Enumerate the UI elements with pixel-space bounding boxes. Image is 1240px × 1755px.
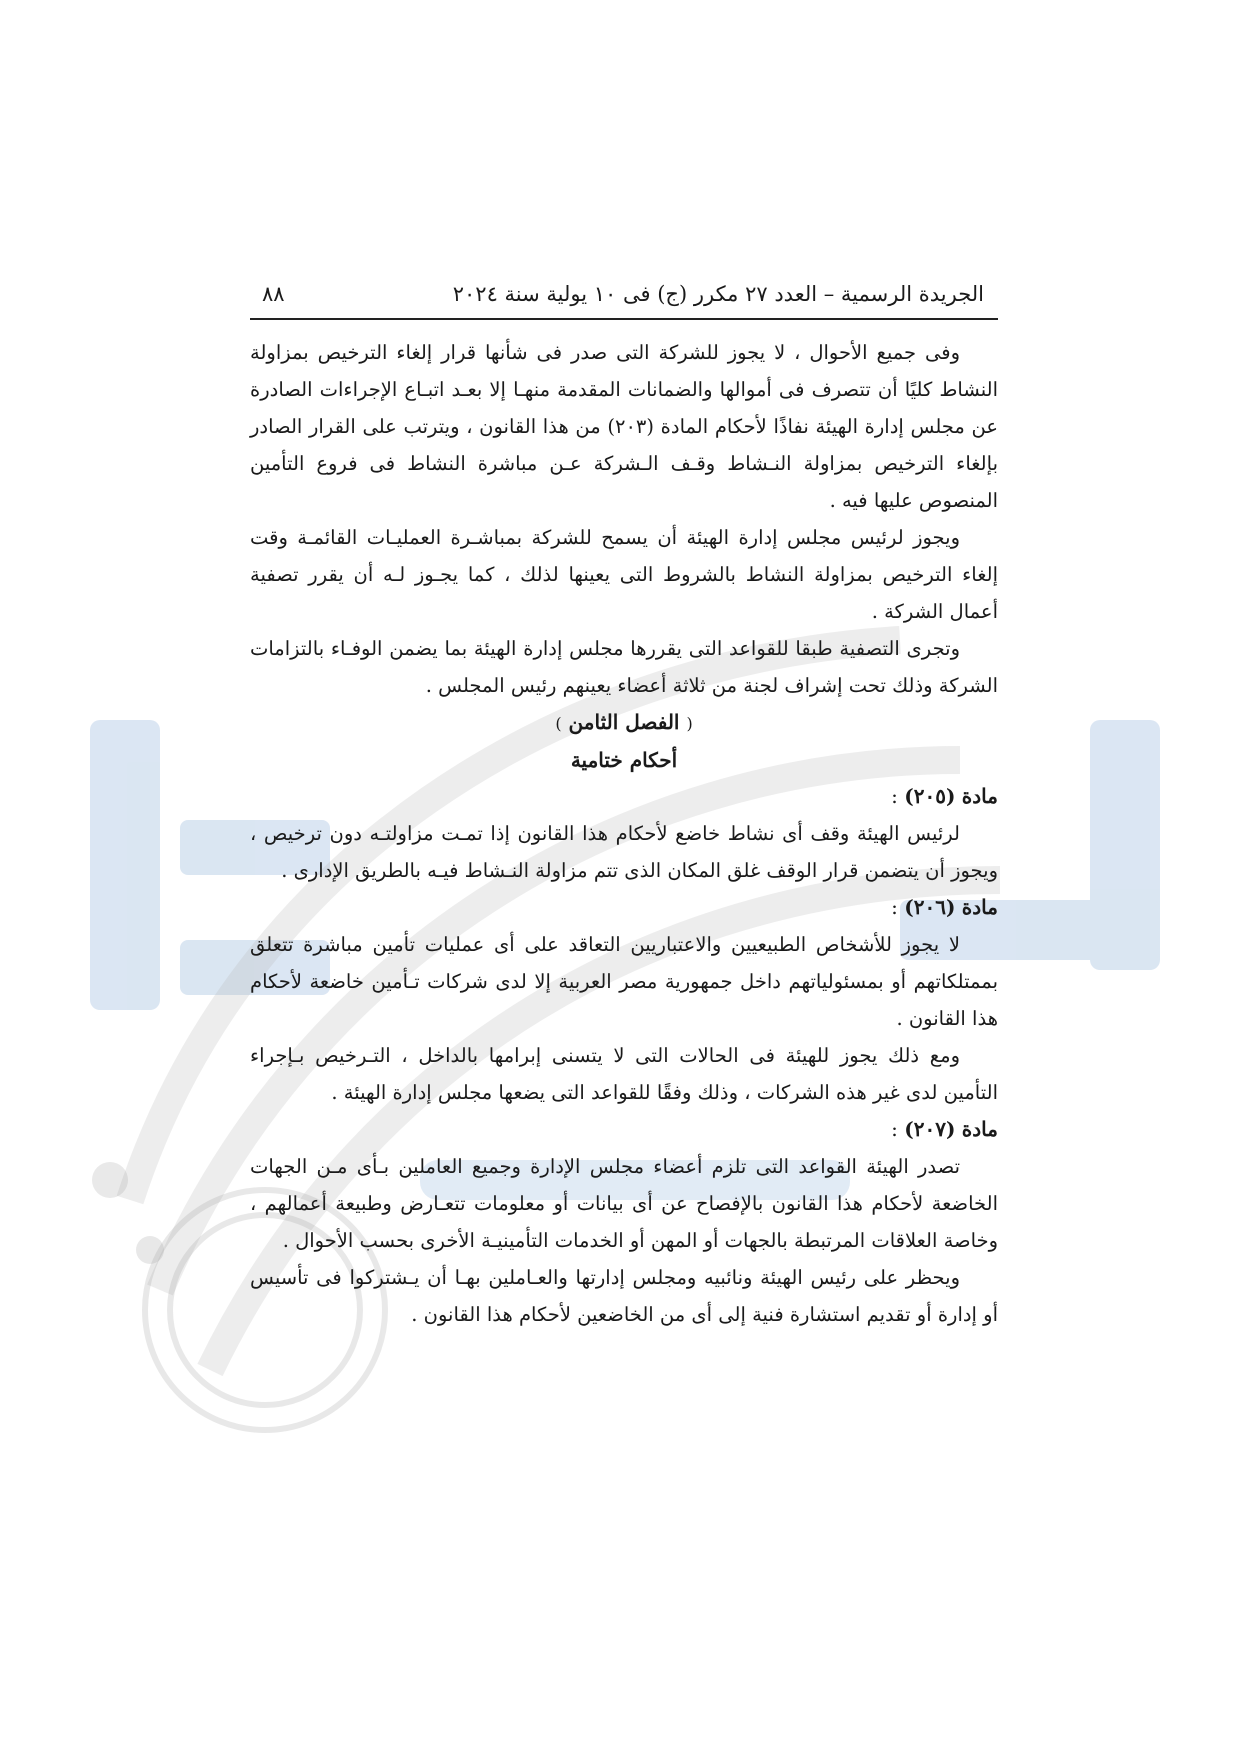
chapter-title — [250, 704, 998, 742]
chapter-paren-close: ) — [555, 714, 562, 733]
article-word: مادة — [961, 895, 998, 919]
publication-title: الجريدة الرسمية – العدد ٢٧ مكرر (ج) فى ١٠ يولية سنة ٢٠٢٤ — [452, 282, 984, 306]
article-heading-207 — [250, 1111, 998, 1148]
chapter-subtitle: أحكام ختامية — [570, 748, 678, 772]
article-number: (٢٠٥) — [904, 784, 956, 808]
paragraph: وفى جميع الأحوال ، لا يجوز للشركة التى صدر فى شأنها قرار إلغاء الترخيص بمزاولة النشاط كليًا أن تتصرف فى أموالها والضمانات المقدمة منهـا إلا بعـد اتبـاع الإجراءات الصادرة عن مجلس إدارة الهيئة نفاذًا لأحكام المادة (٢٠٣) من هذا القانون ، ويترتب على القرار الصادر بإلغاء الترخيص بمزاولة النـشاط وقـف الـشركة عـن مباشرة النشاط فى فروع التأمين المنصوص عليها فيه . — [250, 341, 998, 512]
article-number: (٢٠٧) — [904, 1117, 956, 1141]
chapter-title-text: الفصل الثامن — [568, 710, 680, 734]
page-number: ٨٨ — [262, 282, 285, 306]
article-colon: : — [891, 1117, 898, 1141]
article-word: مادة — [961, 1117, 998, 1141]
article-colon: : — [891, 895, 898, 919]
article-word: مادة — [961, 784, 998, 808]
paragraph: ومع ذلك يجوز للهيئة فى الحالات التى لا يتسنى إبرامها بالداخل ، التـرخيص بـإجراء التأمين لدى غير هذه الشركات ، وذلك وفقًا للقواعد التى يضعها مجلس إدارة الهيئة . — [250, 1044, 998, 1104]
article-heading-205 — [250, 778, 998, 815]
paragraph: وتجرى التصفية طبقا للقواعد التى يقررها مجلس إدارة الهيئة بما يضمن الوفـاء بالتزامات الشركة وذلك تحت إشراف لجنة من ثلاثة أعضاء يعينهم رئيس المجلس . — [250, 637, 998, 697]
paragraph: تصدر الهيئة القواعد التى تلزم أعضاء مجلس الإدارة وجميع العاملين بـأى مـن الجهات الخاضعة لأحكام هذا القانون بالإفصاح عن أى بيانات أو معلومات تتعـارض وطبيعة أعمالهم ، وخاصة العلاقات المرتبطة بالجهات أو المهن أو الخدمات التأمينيـة الأخرى بحسب الأحوال . — [250, 1155, 998, 1252]
article-heading-206 — [250, 889, 998, 926]
page-header — [250, 282, 998, 320]
paragraph: لرئيس الهيئة وقف أى نشاط خاضع لأحكام هذا القانون إذا تمـت مزاولتـه دون ترخيص ، ويجوز أن يتضمن قرار الوقف غلق المكان الذى تتم مزاولة النـشاط فيـه بالطريق الإدارى . — [250, 822, 998, 882]
paragraph: ويحظر على رئيس الهيئة ونائبيه ومجلس إدارتها والعـاملين بهـا أن يـشتركوا فى تأسيس أو إدارة أو تقديم استشارة فنية إلى أى من الخاضعين لأحكام هذا القانون . — [250, 1266, 998, 1326]
chapter-paren-open: ( — [686, 714, 693, 733]
document-body — [250, 334, 998, 1333]
article-number: (٢٠٦) — [904, 895, 956, 919]
paragraph: ويجوز لرئيس مجلس إدارة الهيئة أن يسمح للشركة بمباشـرة العمليـات القائمـة وقت إلغاء الترخيص بمزاولة النشاط بالشروط التى يعينها لذلك ، كما يجـوز لـه أن يقرر تصفية أعمال الشركة . — [250, 526, 998, 623]
article-colon: : — [891, 784, 898, 808]
paragraph: لا يجوز للأشخاص الطبيعيين والاعتباريين التعاقد على أى عمليات تأمين مباشرة تتعلق بممتلكاتهم أو بمسئولياتهم داخل جمهورية مصر العربية إلا لدى شركات تـأمين خاضعة لأحكام هذا القانون . — [250, 933, 998, 1030]
gazette-page — [250, 282, 998, 1333]
